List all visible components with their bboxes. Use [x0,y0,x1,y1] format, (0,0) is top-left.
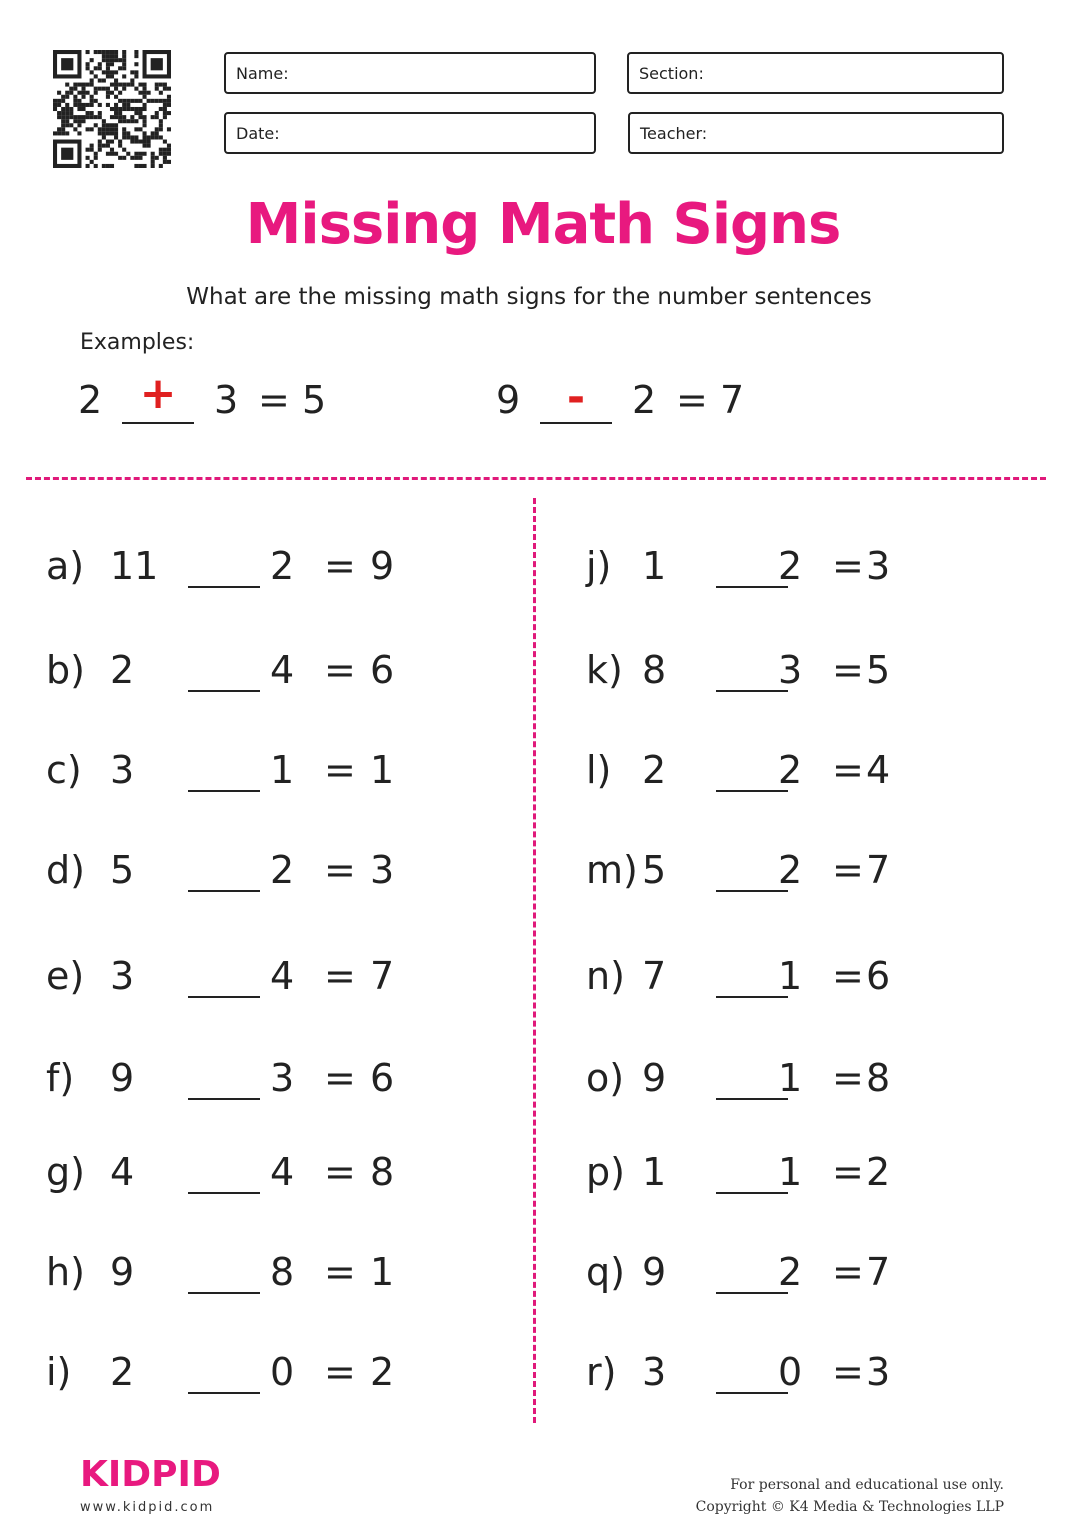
problem-result: 6 [370,1056,395,1100]
problem-result: 9 [370,544,395,588]
problem-operand-a: 4 [110,1150,135,1194]
problem-operand-b: 1 [778,1056,803,1100]
problem-label: q) [586,1250,625,1294]
problem-equals: = [324,1350,356,1394]
problem-label: d) [46,848,85,892]
answer-blank[interactable] [188,1192,260,1194]
name-label: Name: [236,64,289,83]
problem-row [586,1150,1006,1198]
problem-equals: = [324,748,356,792]
problem-equals: = [832,1056,864,1100]
problem-equals: = [832,1150,864,1194]
problem-row [586,648,1006,696]
problem-equals: = [832,748,864,792]
problem-result: 2 [866,1150,891,1194]
problem-operand-b: 4 [270,954,295,998]
problem-operand-b: 2 [778,748,803,792]
problem-equals: = [832,848,864,892]
qr-code-icon [52,50,172,168]
problem-operand-a: 2 [110,648,135,692]
example-result: 7 [720,378,745,422]
section-field[interactable] [627,52,1004,94]
problem-operand-a: 1 [642,1150,667,1194]
problem-label: o) [586,1056,625,1100]
problem-row [46,848,466,896]
example-operand-b: 2 [632,378,657,422]
problem-label: b) [46,648,85,692]
usage-notice: For personal and educational use only. [730,1477,1004,1493]
problem-equals: = [324,1056,356,1100]
problem-operand-a: 7 [642,954,667,998]
problem-equals: = [832,1250,864,1294]
problem-label: l) [586,748,612,792]
problem-operand-b: 2 [270,848,295,892]
answer-blank[interactable] [188,790,260,792]
problem-operand-b: 0 [778,1350,803,1394]
problem-equals: = [324,1250,356,1294]
problem-row [46,1150,466,1198]
problem-operand-a: 5 [642,848,667,892]
problem-equals: = [324,848,356,892]
example-result: 5 [302,378,327,422]
problem-row [46,1056,466,1104]
problem-operand-a: 3 [110,954,135,998]
problem-operand-b: 1 [270,748,295,792]
problem-row [46,544,466,592]
problem-result: 3 [370,848,395,892]
problem-label: i) [46,1350,72,1394]
examples-label: Examples: [80,330,195,355]
vertical-divider [533,498,536,1423]
problem-equals: = [324,648,356,692]
problem-label: a) [46,544,85,588]
problem-label: k) [586,648,623,692]
answer-blank[interactable] [188,1098,260,1100]
problem-equals: = [324,1150,356,1194]
problem-label: m) [586,848,638,892]
example-equals: = [676,378,708,422]
problem-operand-b: 2 [778,848,803,892]
problem-result: 6 [866,954,891,998]
problem-result: 7 [866,848,891,892]
problem-operand-b: 2 [778,1250,803,1294]
problem-row [586,1350,1006,1398]
problem-row [46,954,466,1002]
example-1 [78,368,358,428]
answer-blank[interactable] [188,586,260,588]
problem-result: 8 [370,1150,395,1194]
problem-equals: = [324,544,356,588]
problem-operand-a: 9 [110,1250,135,1294]
problem-operand-a: 9 [642,1250,667,1294]
kidpid-logo [80,1450,226,1494]
problem-label: c) [46,748,82,792]
problem-equals: = [832,648,864,692]
problem-result: 2 [370,1350,395,1394]
problem-operand-a: 5 [110,848,135,892]
instructions: What are the missing math signs for the number sentences [186,284,872,310]
example-blank [122,422,194,424]
page-title: Missing Math Signs [245,192,841,257]
problem-equals: = [832,544,864,588]
problem-operand-b: 2 [778,544,803,588]
problem-operand-a: 1 [642,544,667,588]
problem-operand-b: 0 [270,1350,295,1394]
problem-label: r) [586,1350,617,1394]
problem-result: 3 [866,1350,891,1394]
example-equals: = [258,378,290,422]
problem-operand-a: 2 [110,1350,135,1394]
problem-operand-a: 11 [110,544,159,588]
problem-row [586,1250,1006,1298]
problem-row [586,954,1006,1002]
date-field[interactable] [224,112,596,154]
problem-operand-b: 3 [270,1056,295,1100]
example-2 [496,372,776,428]
problem-operand-b: 1 [778,954,803,998]
problem-result: 1 [370,748,395,792]
example-operand-a: 2 [78,378,103,422]
problem-operand-a: 3 [642,1350,667,1394]
problem-result: 1 [370,1250,395,1294]
problem-label: n) [586,954,625,998]
problem-operand-a: 3 [110,748,135,792]
problem-row [46,648,466,696]
problem-operand-b: 8 [270,1250,295,1294]
problem-operand-b: 3 [778,648,803,692]
example-operand-b: 3 [214,378,239,422]
problem-operand-a: 2 [642,748,667,792]
teacher-field[interactable] [628,112,1004,154]
problem-row [586,748,1006,796]
problem-label: f) [46,1056,75,1100]
problem-row [586,544,1006,592]
example-sign: + [139,368,177,419]
answer-blank[interactable] [188,890,260,892]
copyright-notice: Copyright © K4 Media & Technologies LLP [695,1499,1004,1515]
problem-operand-a: 9 [642,1056,667,1100]
problem-result: 7 [866,1250,891,1294]
problem-operand-a: 8 [642,648,667,692]
problem-equals: = [832,954,864,998]
problem-label: g) [46,1150,85,1194]
problem-equals: = [832,1350,864,1394]
problem-operand-b: 2 [270,544,295,588]
problem-operand-b: 1 [778,1150,803,1194]
problem-label: e) [46,954,85,998]
problem-operand-b: 4 [270,1150,295,1194]
problem-row [586,1056,1006,1104]
answer-blank[interactable] [188,1392,260,1394]
problem-label: h) [46,1250,85,1294]
problem-row [586,848,1006,896]
logo-text: KIDPID [80,1454,221,1494]
answer-blank[interactable] [188,690,260,692]
problem-result: 8 [866,1056,891,1100]
problem-label: j) [586,544,612,588]
problem-result: 6 [370,648,395,692]
problem-row [46,1350,466,1398]
problem-operand-b: 4 [270,648,295,692]
footer-notice [696,1474,1004,1518]
teacher-label: Teacher: [640,124,708,143]
example-sign: - [566,372,586,423]
problem-operand-a: 9 [110,1056,135,1100]
problem-row [46,1250,466,1298]
problem-result: 4 [866,748,891,792]
problem-result: 3 [866,544,891,588]
name-field[interactable] [224,52,596,94]
horizontal-divider [26,477,1046,480]
problem-label: p) [586,1150,625,1194]
section-label: Section: [639,64,704,83]
problem-result: 7 [370,954,395,998]
website-url: www.kidpid.com [80,1500,215,1515]
problem-equals: = [324,954,356,998]
date-label: Date: [236,124,280,143]
problem-result: 5 [866,648,891,692]
example-operand-a: 9 [496,378,521,422]
answer-blank[interactable] [188,996,260,998]
problem-row [46,748,466,796]
answer-blank[interactable] [188,1292,260,1294]
